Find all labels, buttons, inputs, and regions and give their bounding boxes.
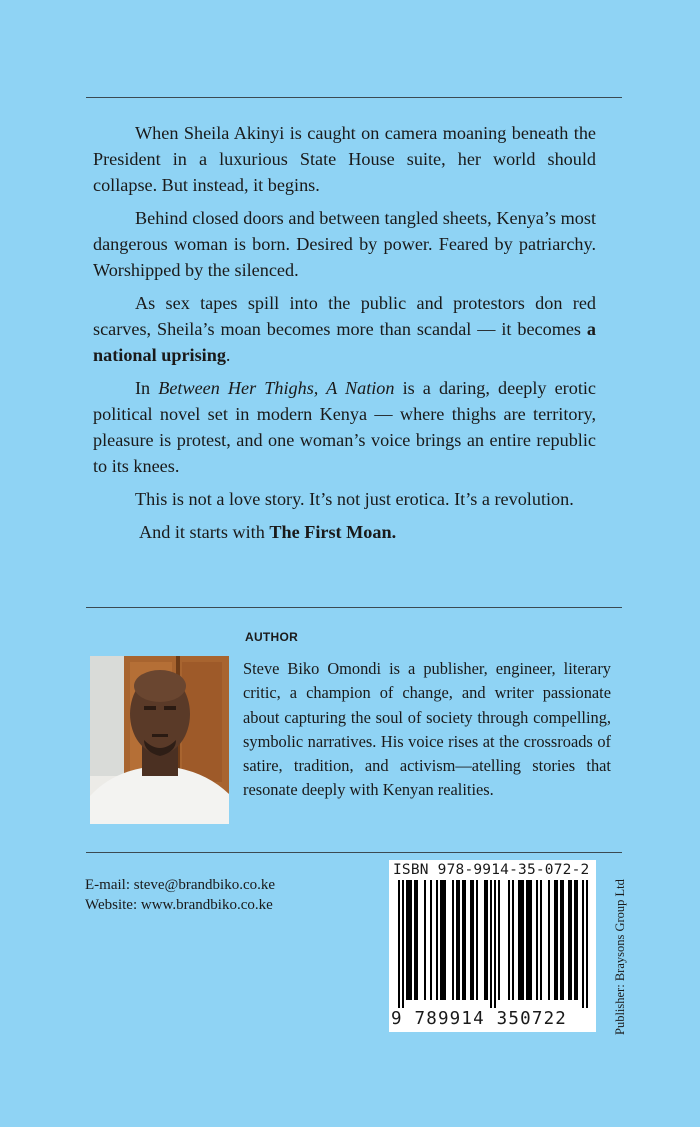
barcode-bar [398,880,400,1008]
barcode-bar [530,880,532,1000]
email-line: E-mail: steve@brandbiko.co.ke [85,877,276,893]
blurb-paragraph-5: This is not a love story. It’s not just erotica. It’s a revolution. [135,489,574,509]
barcode-bar [586,880,588,1008]
barcode-bar [462,880,464,1000]
barcode-bar [440,880,442,1000]
blurb-p3-emphasis: a national uprising [93,319,596,365]
barcode-bar [486,880,488,1000]
barcode-bar [570,880,572,1000]
barcode-bar [444,880,446,1000]
author-portrait-image [90,656,229,824]
isbn-barcode [389,860,596,1032]
website-line: Website: www.brandbiko.co.ke [85,897,273,913]
barcode-bar [528,880,530,1000]
top-divider [86,97,622,98]
barcode-bar [458,880,460,1000]
blurb-paragraph-2: Behind closed doors and between tangled sheets, Kenya’s most dangerous woman is born. Desired by power. Feared by patriarchy. Worshipped by the silenced. [93,208,596,280]
back-cover-blurb [93,120,596,552]
middle-divider [86,607,622,608]
blurb-paragraph-6 [93,519,596,545]
barcode-bar [406,880,408,1000]
barcode-bar [576,880,578,1000]
isbn-label: ISBN 978-9914-35-072-2 [393,862,590,878]
author-photo [90,656,229,824]
barcode-bar [574,880,576,1000]
barcode-bar [520,880,522,1000]
publisher-credit: Publisher: Braysons Group Ltd [613,879,627,1035]
blurb-p6-emphasis: The First Moan. [269,522,397,542]
barcode-bar [560,880,562,1000]
barcode-bar [452,880,454,1000]
barcode-bar [476,880,478,1000]
barcode-bar [526,880,528,1000]
isbn-digits: 9 789914 350722 [391,1009,568,1029]
barcode-bar [424,880,426,1000]
barcode-bar [582,880,584,1008]
barcode-bar [410,880,412,1000]
barcode-bar [556,880,558,1000]
barcode-bar [522,880,524,1000]
book-title: Between Her Thighs, A Nation [158,378,395,398]
barcode-bar [436,880,438,1000]
barcode-bar [562,880,564,1000]
barcode-bar [414,880,416,1000]
author-heading: AUTHOR [245,630,299,644]
contact-info [85,875,275,915]
barcode-bar [536,880,538,1000]
blurb-paragraph-3 [93,290,596,368]
barcode-bar [512,880,514,1000]
barcode-bar [402,880,404,1008]
bottom-divider [86,852,622,853]
barcode-bar [508,880,510,1000]
barcode-bar [430,880,432,1000]
barcode-bar [540,880,542,1000]
barcode-bar [484,880,486,1000]
barcode-bar [490,880,492,1008]
blurb-p3-end: . [225,345,231,365]
blurb-p3-text: As sex tapes spill into the public and protestors don red scarves, Sheila’s moan becomes more than scandal — it becomes [93,293,596,339]
barcode-bar [494,880,496,1008]
barcode-bar [408,880,410,1000]
barcode-bar [416,880,418,1000]
barcode-bar [470,880,472,1000]
barcode-bar [442,880,444,1000]
barcode-bars [389,880,596,1010]
barcode-bar [518,880,520,1000]
blurb-p6-text: And it starts with [139,522,270,542]
blurb-p4-text: is a daring, deeply erotic political novel set in modern Kenya — where thighs are territory, pleasure is protest, and one woman’s voice brings an entire republic to its knees. [93,378,596,476]
barcode-bar [548,880,550,1000]
barcode-bar [464,880,466,1000]
barcode-bar [554,880,556,1000]
barcode-bar [568,880,570,1000]
barcode-bar [456,880,458,1000]
blurb-paragraph-4 [93,375,596,479]
blurb-paragraph-1: When Sheila Akinyi is caught on camera moaning beneath the President in a luxurious State House suite, her world should collapse. But instead, it begins. [93,123,596,195]
barcode-bar [472,880,474,1000]
author-bio: Steve Biko Omondi is a publisher, engineer, literary critic, a champion of change, and writer passionate about capturing the soul of society through compelling, symbolic narratives. His voice rises at the crossroads of satire, tradition, and activism—atelling stories that resonate deeply with Kenyan realities. [243,659,611,800]
blurb-p4-prefix: In [135,378,159,398]
barcode-bar [498,880,500,1000]
